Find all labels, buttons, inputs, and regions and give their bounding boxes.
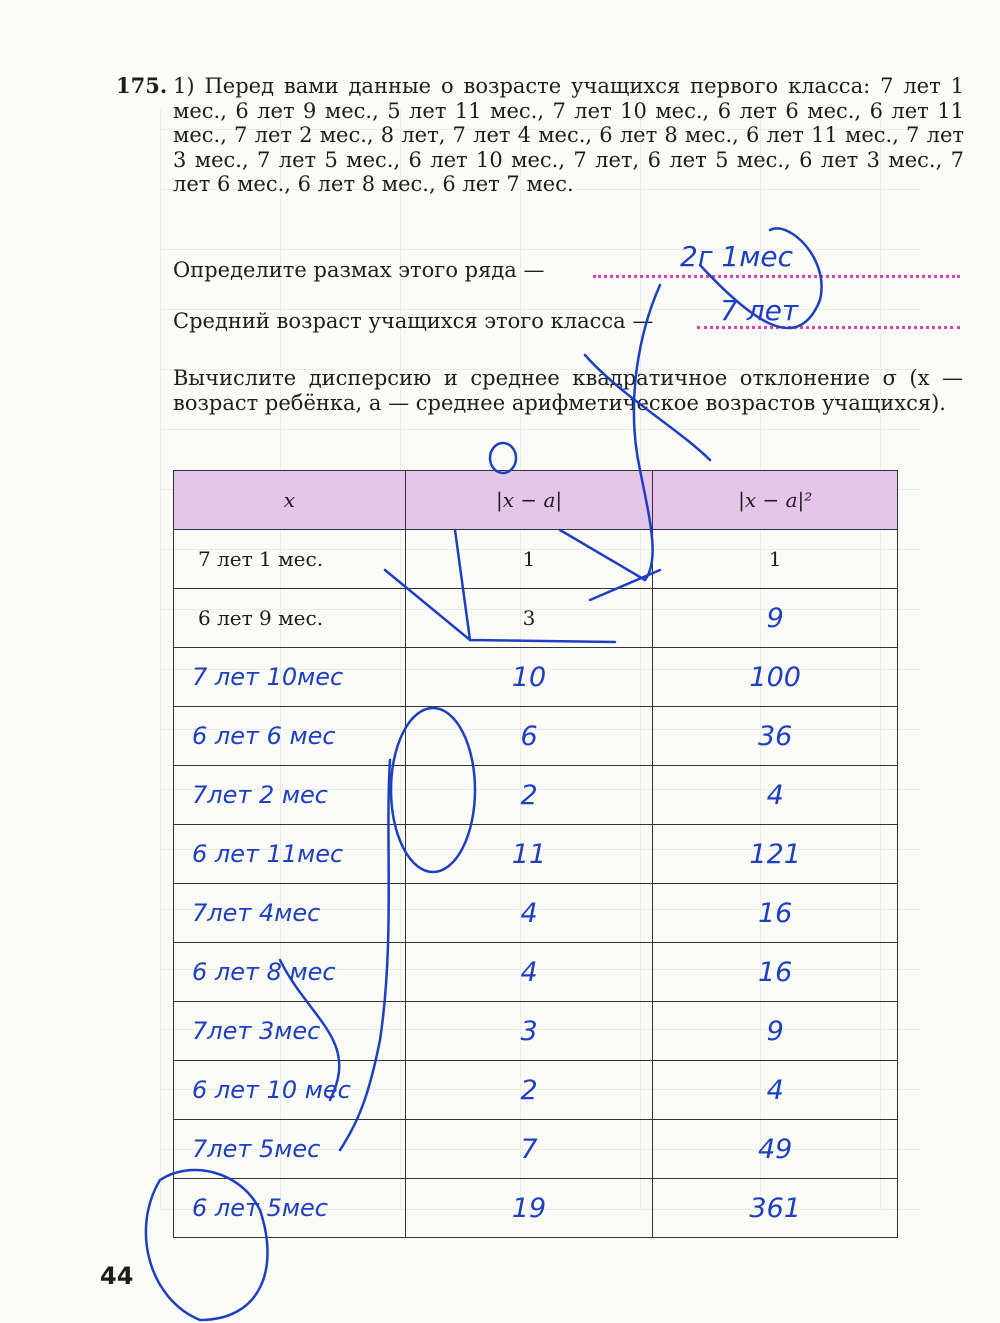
table-header-row — [174, 471, 898, 530]
problem-number: 175. — [116, 73, 168, 98]
cell-age: 7лет 5мес — [174, 1120, 406, 1179]
cell-sq-dev: 36 — [653, 707, 898, 766]
table-row — [174, 943, 898, 1002]
cell-abs-dev: 6 — [405, 707, 653, 766]
cell-age: 6 лет 8 мес — [174, 943, 406, 1002]
table-row — [174, 766, 898, 825]
cell-sq-dev: 361 — [653, 1179, 898, 1238]
cell-abs-dev: 3 — [405, 1002, 653, 1061]
table-row — [174, 1120, 898, 1179]
cell-sq-dev: 121 — [653, 825, 898, 884]
cell-age: 7лет 4мес — [174, 884, 406, 943]
table-row — [174, 884, 898, 943]
cell-abs-dev: 3 — [405, 589, 653, 648]
range-answer-line — [593, 275, 960, 278]
variance-task: Вычислите дисперсию и среднее квадратичное отклонение σ (x — возраст ребёнка, a — среднее арифметическое возрастов учащихся). — [173, 366, 963, 415]
cell-age: 7 лет 1 мес. — [174, 530, 406, 589]
calculation-table — [173, 470, 898, 1238]
cell-abs-dev: 7 — [405, 1120, 653, 1179]
pen-circle-top — [490, 443, 516, 473]
table-row — [174, 589, 898, 648]
problem-statement — [116, 74, 964, 197]
range-question: Определите размах этого ряда — — [173, 258, 545, 282]
cell-age: 7 лет 10мес — [174, 648, 406, 707]
table-row — [174, 530, 898, 589]
table-row — [174, 648, 898, 707]
cell-sq-dev: 16 — [653, 943, 898, 1002]
cell-abs-dev: 1 — [405, 530, 653, 589]
table-row — [174, 825, 898, 884]
cell-abs-dev: 2 — [405, 1061, 653, 1120]
header-sq-dev: |x − a|² — [653, 471, 898, 530]
header-abs-dev: |x − a| — [405, 471, 653, 530]
cell-sq-dev: 49 — [653, 1120, 898, 1179]
table-body — [174, 530, 898, 1238]
cell-age: 6 лет 6 мес — [174, 707, 406, 766]
cell-age: 6 лет 9 мес. — [174, 589, 406, 648]
cell-age: 7лет 3мес — [174, 1002, 406, 1061]
cell-age: 6 лет 5мес — [174, 1179, 406, 1238]
cell-abs-dev: 11 — [405, 825, 653, 884]
cell-abs-dev: 10 — [405, 648, 653, 707]
table-row — [174, 1061, 898, 1120]
table-row — [174, 707, 898, 766]
cell-abs-dev: 4 — [405, 943, 653, 1002]
mean-answer: 7 лет — [720, 294, 799, 327]
cell-abs-dev: 4 — [405, 884, 653, 943]
range-answer: 2г 1мес — [680, 240, 793, 273]
cell-sq-dev: 16 — [653, 884, 898, 943]
table-row — [174, 1002, 898, 1061]
cell-sq-dev: 9 — [653, 1002, 898, 1061]
cell-sq-dev: 1 — [653, 530, 898, 589]
cell-age: 6 лет 11мес — [174, 825, 406, 884]
cell-sq-dev: 9 — [653, 589, 898, 648]
header-x: x — [174, 471, 406, 530]
problem-text: 1) Перед вами данные о возрасте учащихся первого класса: 7 лет 1 мес., 6 лет 9 мес., 5 лет 11 мес., 7 лет 10 мес., 6 лет 6 мес., 6 лет 11 мес., 7 лет 2 мес., 8 лет, 7 лет 4 мес., 6 лет 8 мес., 6 лет 11 мес., 7 лет 3 мес., 7 лет 5 мес., 6 лет 10 мес., 7 лет, 6 лет 5 мес., 6 лет 3 мес., 7 лет 6 мес., 6 лет 8 мес., 6 лет 7 мес. — [173, 74, 964, 196]
cell-age: 6 лет 10 мес — [174, 1061, 406, 1120]
table-row — [174, 1179, 898, 1238]
cell-age: 7лет 2 мес — [174, 766, 406, 825]
page-number: 44 — [100, 1262, 134, 1290]
cell-sq-dev: 4 — [653, 1061, 898, 1120]
cell-sq-dev: 100 — [653, 648, 898, 707]
cell-abs-dev: 2 — [405, 766, 653, 825]
mean-question: Средний возраст учащихся этого класса — — [173, 309, 654, 333]
cell-abs-dev: 19 — [405, 1179, 653, 1238]
cell-sq-dev: 4 — [653, 766, 898, 825]
